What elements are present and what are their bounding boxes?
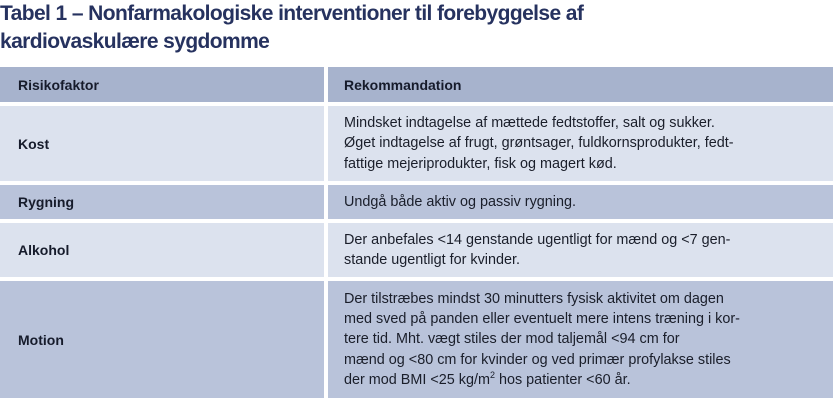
superscript-two: 2 [489,370,495,381]
recommendation-line: med sved på panden eller eventuelt mere intens træning i kor- [344,311,740,327]
interventions-table [0,63,833,402]
recommendation-line-last [344,370,821,390]
header-recommendation [328,67,833,102]
recommendation-line: Der tilstræbes mindst 30 minutters fysisk aktivitet om dagen [344,290,724,307]
recommendation-line: fattige mejeriprodukter, fisk og magert kød. [344,155,617,172]
recommendation-cell-alkohol [328,223,833,277]
recommendation-line: Der anbefales <14 genstande ugentligt for mænd og <7 gen- [344,231,731,248]
risk-cell-rygning [0,185,324,219]
risk-cell-motion [0,281,324,398]
bmi-text: der mod BMI <25 kg/m [344,372,490,389]
recommendation-cell-kost [328,106,833,180]
risk-cell-alkohol [0,223,324,277]
recommendation-cell-rygning [328,185,833,219]
recommendation-line: stande ugentligt for kvinder. [344,252,520,269]
recommendation-line: Undgå både aktiv og passiv rygning. [344,193,576,210]
age-text: hos patienter <60 år. [494,372,631,389]
table-row-kost [0,106,833,180]
table-header-row [0,67,833,102]
header-risk-factor [0,67,324,102]
recommendation-line: mænd og <80 cm for kvinder og ved primær profylakse stiles [344,351,731,368]
recommendation-line: Øget indtagelse af frugt, grøntsager, fuldkornsprodukter, fedt- [344,135,734,152]
table-title-line-2: kardiovaskulære sygdomme [0,30,270,53]
table-row-motion [0,281,833,398]
risk-cell-kost [0,106,324,180]
risk-label-kost: Kost [18,135,50,152]
table-title [0,0,833,56]
table-row-alkohol [0,223,833,277]
table-title-line-1: Tabel 1 – Nonfarmakologiske interventioner til forebyggelse af [0,2,584,25]
header-risk-factor-label: Risikofaktor [18,76,99,93]
risk-label-alkohol: Alkohol [18,242,70,259]
risk-label-rygning: Rygning [18,193,74,210]
recommendation-cell-motion [328,281,833,398]
risk-label-motion: Motion [18,331,64,348]
header-recommendation-label: Rekommandation [344,76,462,93]
table-row-rygning [0,185,833,219]
recommendation-line: Mindsket indtagelse af mættede fedtstoffer, salt og sukker. [344,114,715,131]
recommendation-line: tere tid. Mht. vægt stiles der mod taljemål <94 cm for [344,331,680,348]
